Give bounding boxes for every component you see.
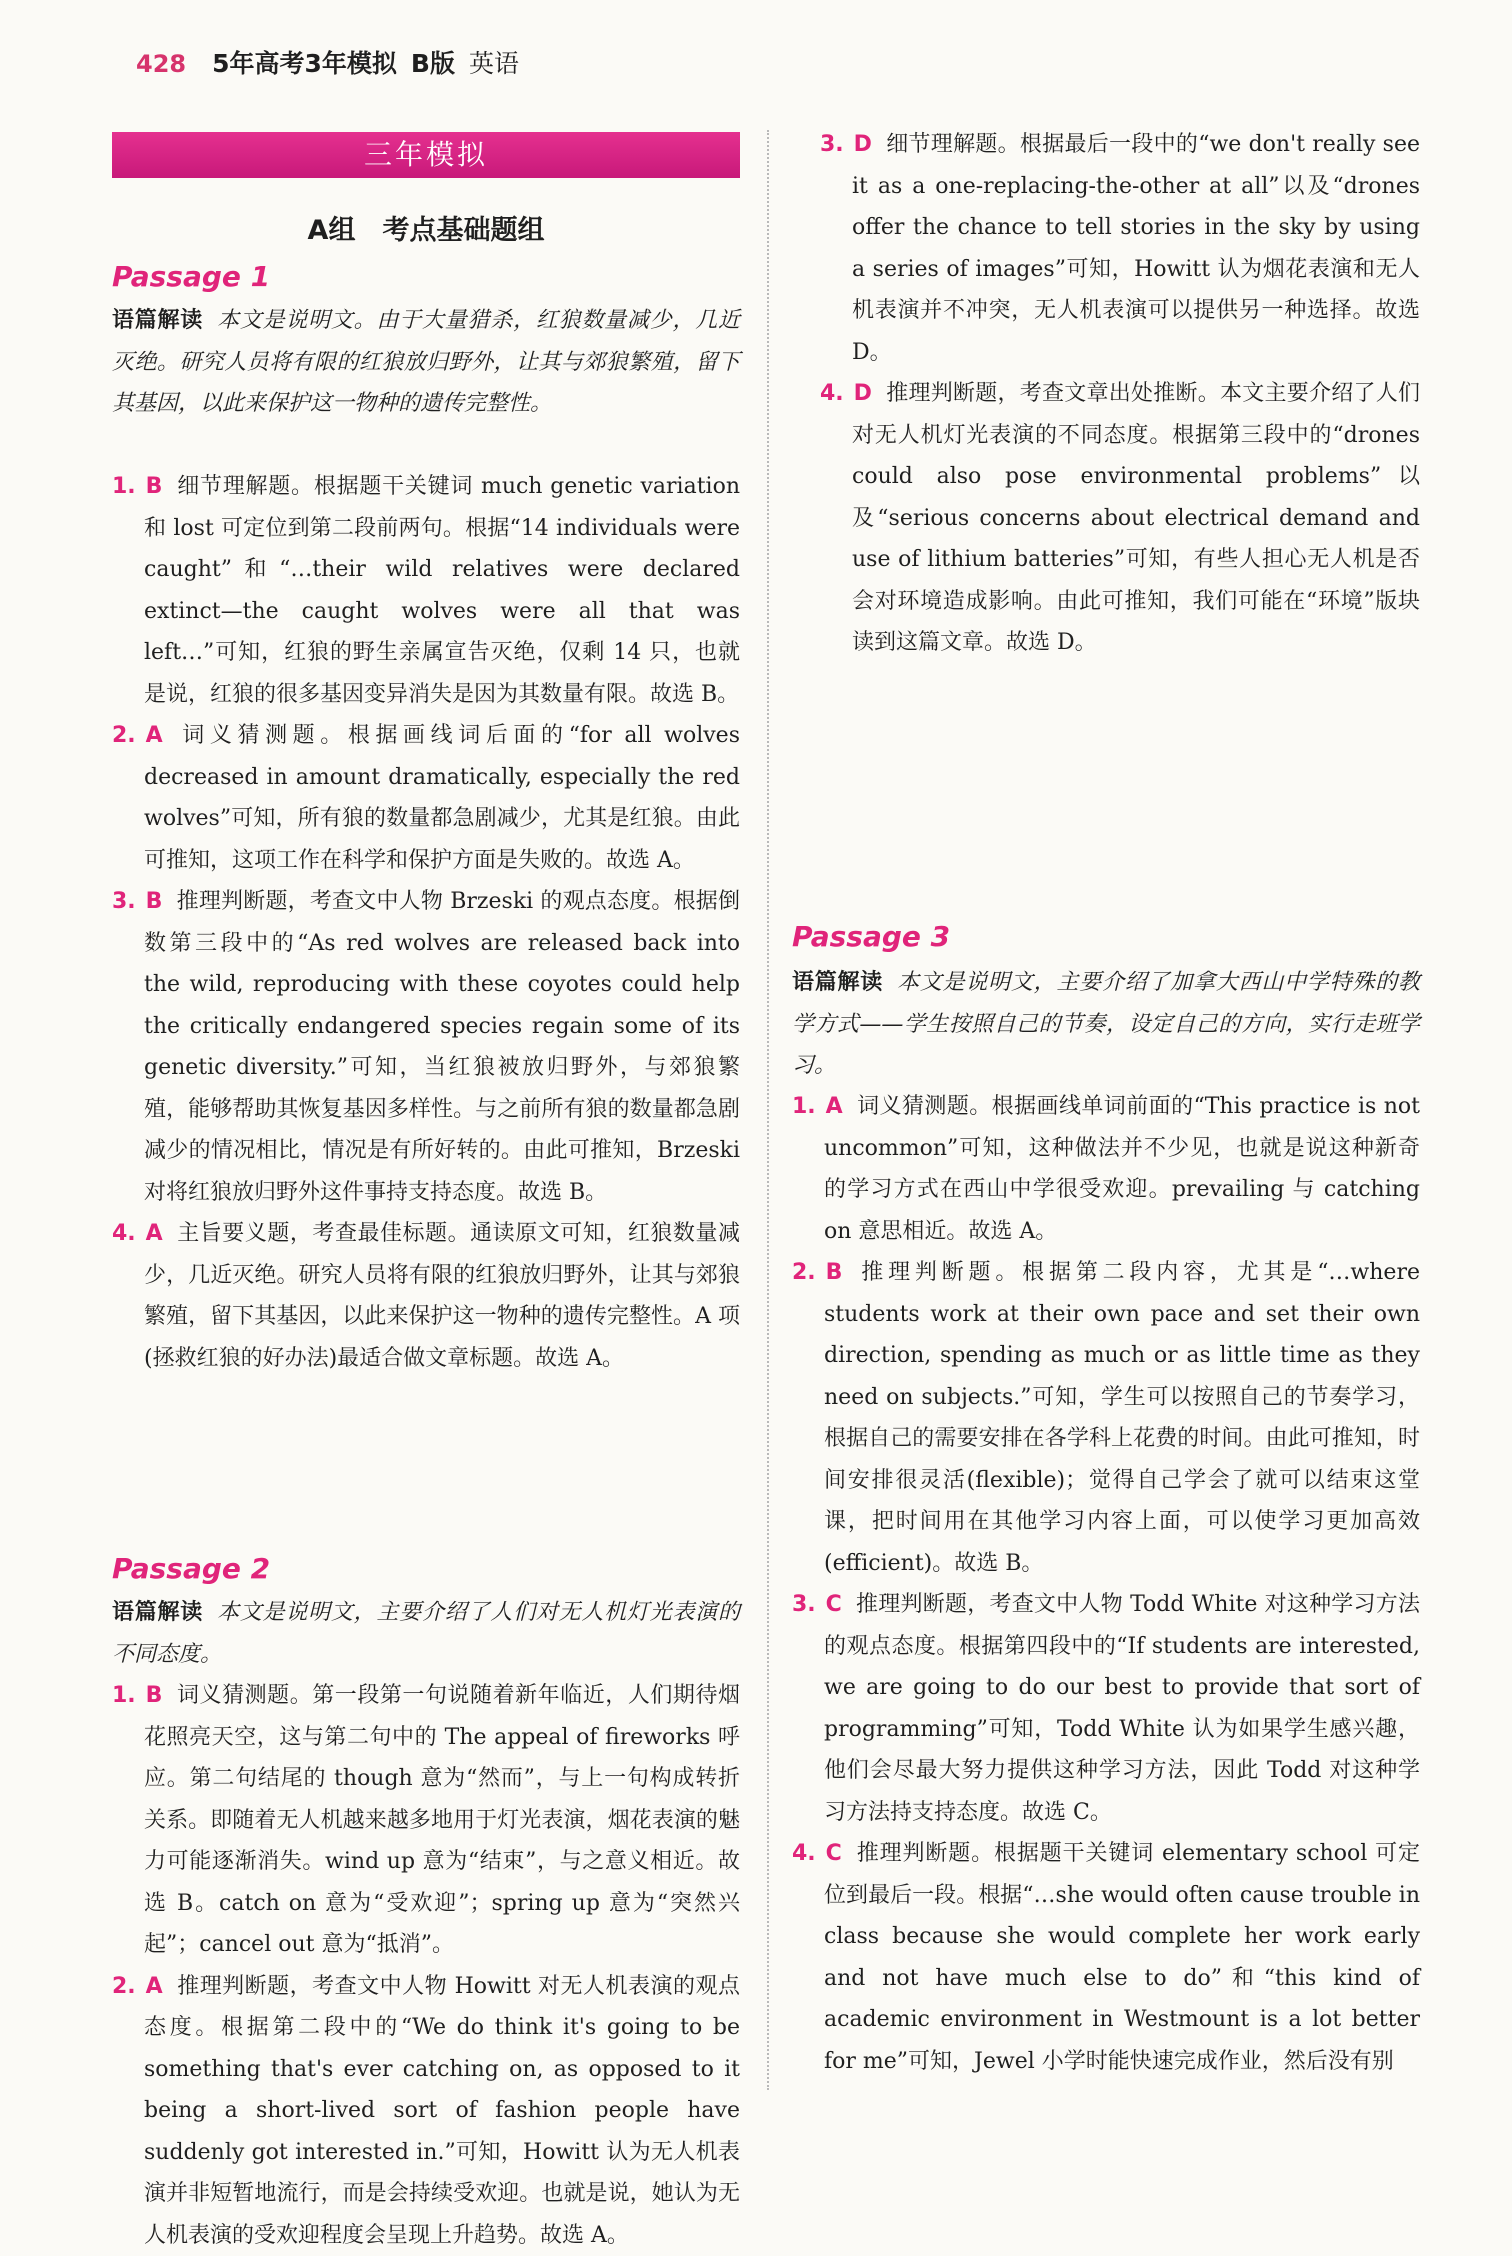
passage-2-answers-continued bbox=[820, 124, 1420, 664]
passage-2-answers bbox=[112, 1675, 740, 2256]
answer-number: 1. bbox=[112, 474, 136, 499]
answer-item bbox=[112, 1966, 740, 2256]
summary-text: 本文是说明文。由于大量猎杀，红狼数量减少，几近灭绝。研究人员将有限的红狼放归野外，让其与郊狼繁殖，留下其基因，以此来保护这一物种的遗传完整性。 bbox=[112, 308, 740, 416]
answer-letter: A bbox=[826, 1094, 843, 1119]
subject-label: 英语 bbox=[469, 49, 519, 78]
answer-item bbox=[820, 373, 1420, 664]
answer-explanation: 细节理解题。根据题干关键词 much genetic variation 和 lost 可定位到第二段前两句。根据“14 individuals were caught”和“…their wild relatives were declared extinct—the caught wolves were all that was left…”可知，红狼的野生亲属宣告灭绝，仅剩 14 只，也就是说，红狼的很多基因变异消失是因为其数量有限。故选 B。 bbox=[144, 474, 740, 707]
answer-explanation: 推理判断题。根据第二段内容，尤其是“…where students work at their own pace and set their own direction, spending as much or as little time as they need on subjects.”可知，学生可以按照自己的节奏学习，根据自己的需要安排在各学科上花费的时间。由此可推知，时间安排很灵活(flexible)；觉得自己学会了就可以结束这堂课，把时间用在其他学习内容上面，可以使学习更加高效(efficient)。故选 B。 bbox=[824, 1260, 1420, 1576]
answer-explanation: 推理判断题，考查文中人物 Brzeski 的观点态度。根据倒数第三段中的“As red wolves are released back into the wild, reproducing with these coyotes could help the critically endangered species regain some of its genetic diversity.”可知，当红狼被放归野外，与郊狼繁殖，能够帮助其恢复基因多样性。与之前所有狼的数量都急剧减少的情况相比，情况是有所好转的。由此可推知，Brzeski 对将红狼放归野外这件事持支持态度。故选 B。 bbox=[144, 889, 740, 1205]
answer-number: 3. bbox=[820, 132, 844, 157]
answer-number: 1. bbox=[792, 1094, 816, 1119]
section-banner: 三年模拟 bbox=[112, 132, 740, 178]
answer-item bbox=[792, 1584, 1420, 1833]
answer-letter: C bbox=[826, 1841, 842, 1866]
page-header bbox=[136, 44, 519, 84]
answer-explanation: 词义猜测题。第一段第一句说随着新年临近，人们期待烟花照亮天空，这与第二句中的 The appeal of fireworks 呼应。第二句结尾的 though 意为“然而”，与上一句构成转折关系。即随着无人机越来越多地用于灯光表演，烟花表演的魅力可能逐渐消失。wind up 意为“结束”，与之意义相近。故选 B。catch on 意为“受欢迎”；spring up 意为“突然兴起”；cancel out 意为“抵消”。 bbox=[144, 1683, 740, 1957]
answer-letter: B bbox=[146, 474, 163, 499]
answer-explanation: 词义猜测题。根据画线词后面的“for all wolves decreased in amount dramatically, especially the red wolves”可知，所有狼的数量都急剧减少，尤其是红狼。由此可推知，这项工作在科学和保护方面是失败的。故选 A。 bbox=[144, 723, 740, 873]
answer-item bbox=[112, 881, 740, 1213]
answer-item bbox=[112, 715, 740, 881]
answer-item bbox=[112, 466, 740, 715]
answer-explanation: 推理判断题。根据题干关键词 elementary school 可定位到最后一段。根据“…she would often cause trouble in class because she would complete her work early and not have much else to do”和“this kind of academic environment in Westmount is a lot better for me”可知，Jewel 小学时能快速完成作业，然后没有别 bbox=[824, 1841, 1420, 2074]
answer-item bbox=[820, 124, 1420, 373]
answer-letter: B bbox=[146, 1683, 163, 1708]
answer-letter: A bbox=[146, 1974, 163, 1999]
answer-explanation: 细节理解题。根据最后一段中的“we don't really see it as a one-replacing-the-other at all”以及“drones offer the chance to tell stories in the sky by using a series of images”可知，Howitt 认为烟花表演和无人机表演并不冲突，无人机表演可以提供另一种选择。故选 D。 bbox=[852, 132, 1420, 365]
book-title-text: 5年高考3年模拟 bbox=[212, 49, 397, 78]
answer-explanation: 推理判断题，考查文中人物 Todd White 对这种学习方法的观点态度。根据第四段中的“If students are interested, we are going to do our best to provide that sort of programming”可知，Todd White 认为如果学生感兴趣，他们会尽最大努力提供这种学习方法，因此 Todd 对这种学习方法持支持态度。故选 C。 bbox=[824, 1592, 1420, 1825]
answer-letter: B bbox=[826, 1260, 843, 1285]
answer-number: 4. bbox=[112, 1221, 136, 1246]
answer-letter: B bbox=[146, 889, 163, 914]
column-divider bbox=[767, 130, 769, 2090]
answer-letter: A bbox=[146, 723, 163, 748]
book-title bbox=[212, 44, 519, 80]
answer-number: 3. bbox=[112, 889, 136, 914]
passage-1-summary bbox=[112, 300, 740, 425]
passage-3-title: Passage 3 bbox=[792, 920, 950, 953]
answer-explanation: 推理判断题，考查文中人物 Howitt 对无人机表演的观点态度。根据第二段中的“We do think it's going to be something that's ever catching on, as opposed to it being a short-lived sort of fashion people have suddenly got interested in.”可知，Howitt 认为无人机表演并非短暂地流行，而是会持续受欢迎。也就是说，她认为无人机表演的受欢迎程度会呈现上升趋势。故选 A。 bbox=[144, 1974, 740, 2248]
answer-number: 4. bbox=[820, 381, 844, 406]
answer-number: 2. bbox=[112, 1974, 136, 1999]
summary-label: 语篇解读 bbox=[112, 308, 203, 333]
answer-letter: D bbox=[854, 132, 872, 157]
answer-letter: A bbox=[146, 1221, 163, 1246]
page-number: 428 bbox=[136, 50, 186, 78]
passage-3-summary bbox=[792, 962, 1420, 1087]
answer-letter: C bbox=[826, 1592, 842, 1617]
edition-label: B版 bbox=[411, 49, 455, 78]
summary-label: 语篇解读 bbox=[112, 1600, 203, 1625]
answer-item bbox=[792, 1833, 1420, 2082]
answer-number: 3. bbox=[792, 1592, 816, 1617]
answer-explanation: 推理判断题，考查文章出处推断。本文主要介绍了人们对无人机灯光表演的不同态度。根据第三段中的“drones could also pose environmental problems”以及“serious concerns about electrical demand and use of lithium batteries”可知，有些人担心无人机是否会对环境造成影响。由此可推知，我们可能在“环境”版块读到这篇文章。故选 D。 bbox=[852, 381, 1420, 655]
passage-2-summary bbox=[112, 1592, 740, 1675]
passage-1-answers bbox=[112, 466, 740, 1379]
answer-explanation: 词义猜测题。根据画线单词前面的“This practice is not uncommon”可知，这种做法并不少见，也就是说这种新奇的学习方式在西山中学很受欢迎。prevailing 与 catching on 意思相近。故选 A。 bbox=[824, 1094, 1420, 1244]
answer-number: 4. bbox=[792, 1841, 816, 1866]
summary-text: 本文是说明文，主要介绍了加拿大西山中学特殊的教学方式——学生按照自己的节奏，设定自己的方向，实行走班学习。 bbox=[792, 970, 1420, 1078]
answer-number: 1. bbox=[112, 1683, 136, 1708]
answer-item bbox=[112, 1675, 740, 1966]
answer-item bbox=[792, 1252, 1420, 1584]
answer-explanation: 主旨要义题，考查最佳标题。通读原文可知，红狼数量减少，几近灭绝。研究人员将有限的红狼放归野外，让其与郊狼繁殖，留下其基因，以此来保护这一物种的遗传完整性。A 项(拯救红狼的好办法)最适合做文章标题。故选 A。 bbox=[144, 1221, 740, 1371]
passage-2-title: Passage 2 bbox=[112, 1552, 270, 1585]
answer-number: 2. bbox=[792, 1260, 816, 1285]
answer-number: 2. bbox=[112, 723, 136, 748]
summary-text: 本文是说明文，主要介绍了人们对无人机灯光表演的不同态度。 bbox=[112, 1600, 740, 1667]
summary-label: 语篇解读 bbox=[792, 970, 883, 995]
answer-letter: D bbox=[854, 381, 872, 406]
answer-item bbox=[112, 1213, 740, 1379]
answer-item bbox=[792, 1086, 1420, 1252]
group-title: A组 考点基础题组 bbox=[112, 208, 740, 247]
passage-3-answers bbox=[792, 1086, 1420, 2082]
passage-1-title: Passage 1 bbox=[112, 260, 270, 293]
